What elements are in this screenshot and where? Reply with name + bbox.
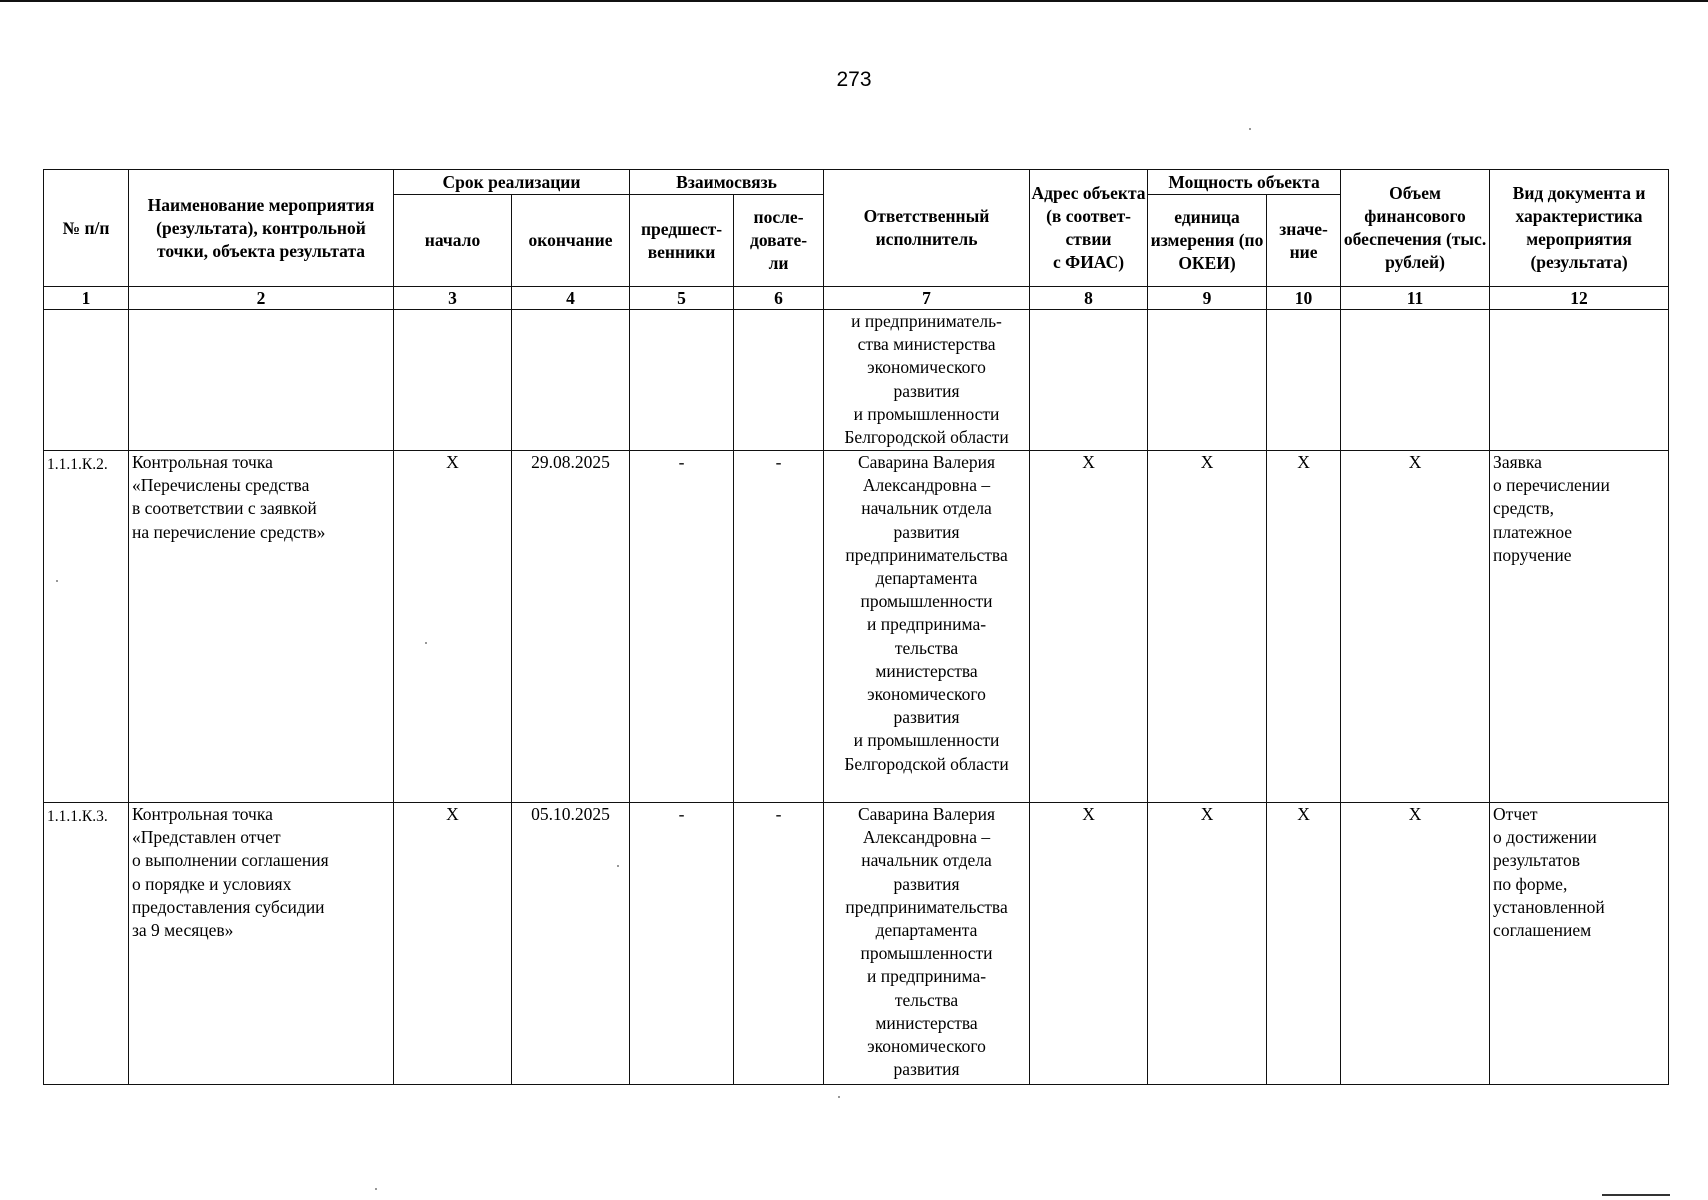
column-number: 2 [129,287,394,310]
row-end: 29.08.2025 [512,451,630,803]
row-successors [734,310,824,451]
row-start: X [394,803,512,1085]
row-responsible: Саварина Валерия Александровна – начальник отдела развития предпринимательства департамента промышленности и предпринима- тельства министерства экономического развития и промышленности Белгородской области [824,451,1030,803]
row-unit [1148,310,1267,451]
table-row [44,803,1669,1085]
column-number: 9 [1148,287,1267,310]
column-number: 7 [824,287,1030,310]
table-row [44,310,1669,451]
row-name: Контрольная точка «Представлен отчет о выполнении соглашения о порядке и условиях предоставления субсидии за 9 месяцев» [129,803,394,1085]
row-document: Заявка о перечислении средств, платежное поручение [1490,451,1669,803]
scan-speck [617,865,619,867]
row-finance: X [1341,451,1490,803]
header-end: окончание [512,195,630,287]
row-end [512,310,630,451]
row-id: 1.1.1.К.2. [44,451,129,803]
table-row [44,451,1669,803]
page-number: 273 [836,68,872,91]
header-relation-group: Взаимосвязь [630,170,824,195]
row-finance [1341,310,1490,451]
row-name: Контрольная точка «Перечислены средства в соответствии с заявкой на перечисление средств» [129,451,394,803]
header-responsible: Ответственный исполнитель [824,170,1030,287]
column-number: 8 [1030,287,1148,310]
column-number: 11 [1341,287,1490,310]
row-end: 05.10.2025 [512,803,630,1085]
row-unit: X [1148,803,1267,1085]
row-start [394,310,512,451]
row-id: 1.1.1.К.3. [44,803,129,1085]
header-period-group: Срок реализации [394,170,630,195]
scan-corner-mark [1602,1194,1670,1196]
row-unit: X [1148,451,1267,803]
scan-speck [838,1096,840,1098]
column-number: 3 [394,287,512,310]
header-successors: после- довате- ли [734,195,824,287]
header-document: Вид документа и характеристика мероприятия (результата) [1490,170,1669,287]
row-responsible: Саварина Валерия Александровна – начальник отдела развития предпринимательства департамента промышленности и предпринима- тельства министерства экономического развития [824,803,1030,1085]
row-document: Отчет о достижении результатов по форме, установленной соглашением [1490,803,1669,1085]
row-finance: X [1341,803,1490,1085]
row-address [1030,310,1148,451]
scan-speck [375,1188,377,1190]
row-address: X [1030,803,1148,1085]
column-number: 5 [630,287,734,310]
column-number: 12 [1490,287,1669,310]
column-number: 1 [44,287,129,310]
row-address: X [1030,451,1148,803]
row-value [1267,310,1341,451]
header-address: Адрес объекта (в соответ- ствии с ФИАС) [1030,170,1148,287]
header-number: № п/п [44,170,129,287]
row-id [44,310,129,451]
scan-speck [56,580,58,582]
row-successors: - [734,451,824,803]
row-successors: - [734,803,824,1085]
column-number: 4 [512,287,630,310]
column-number: 6 [734,287,824,310]
row-predecessors: - [630,451,734,803]
page-top-edge [0,0,1708,2]
header-finance: Объем финансового обеспечения (тыс. рублей) [1341,170,1490,287]
column-number: 10 [1267,287,1341,310]
row-responsible: и предприниматель- ства министерства экономического развития и промышленности Белгородской области [824,310,1030,451]
column-number-row [44,287,1669,310]
header-value: значе- ние [1267,195,1341,287]
row-start: X [394,451,512,803]
header-unit: единица измерения (по ОКЕИ) [1148,195,1267,287]
header-name: Наименование мероприятия (результата), контрольной точки, объекта результата [129,170,394,287]
scan-speck [425,642,427,644]
row-name [129,310,394,451]
row-value: X [1267,803,1341,1085]
scan-speck [1249,128,1251,130]
header-start: начало [394,195,512,287]
row-predecessors [630,310,734,451]
row-document [1490,310,1669,451]
row-predecessors: - [630,803,734,1085]
header-power-group: Мощность объекта [1148,170,1341,195]
row-value: X [1267,451,1341,803]
implementation-plan-table [43,169,1669,1085]
header-predecessors: предшест- венники [630,195,734,287]
